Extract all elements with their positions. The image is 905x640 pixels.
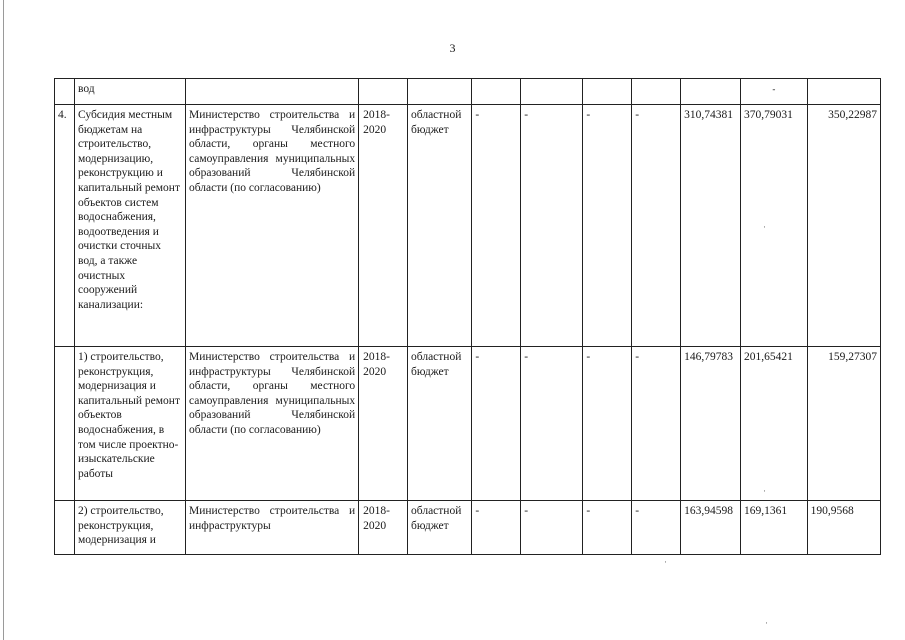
cell-name: 1) строительство, реконструкция, модернизация и капитальный ремонт объектов водоснабжения, в том числе проектно-изыскательские работы [74, 347, 185, 501]
cell-period [359, 79, 408, 105]
page-number: 3 [449, 41, 456, 55]
cell-d2: - [521, 105, 583, 347]
cell-executor: Министерство строительства и инфраструктуры [185, 501, 358, 555]
cell-v1: 163,94598 [681, 501, 741, 555]
cell-v2: 201,65421 [741, 347, 808, 501]
cell-source: областной бюджет [408, 105, 472, 347]
cell-d1: - [472, 347, 521, 501]
cell-executor: Министерство строительства и инфраструктуры Челябинской области, органы местного самоуправления муниципальных образований Челябинской области (по согласованию) [185, 105, 358, 347]
cell-v3 [807, 79, 880, 105]
cell-name: 2) строительство, реконструкция, модернизация и [74, 501, 185, 555]
cell-executor [185, 79, 358, 105]
cell-d3 [583, 79, 632, 105]
scan-speck: · [763, 486, 766, 496]
table-row [55, 105, 881, 347]
cell-d1 [472, 79, 521, 105]
cell-d4 [632, 79, 681, 105]
cell-period: 2018-2020 [359, 347, 408, 501]
cell-v2: 169,1361 [741, 501, 808, 555]
continuation-row [55, 79, 881, 105]
cell-v3: 159,27307 [807, 347, 880, 501]
cell-name: вод [74, 79, 185, 105]
cell-period: 2018-2020 [359, 501, 408, 555]
cell-d3: - [583, 105, 632, 347]
table-row [55, 501, 881, 555]
cell-v1: 310,74381 [681, 105, 741, 347]
cell-d1: - [472, 105, 521, 347]
cell-num: 4. [55, 105, 75, 347]
cell-d4: - [632, 105, 681, 347]
cell-num [55, 79, 75, 105]
cell-source: областной бюджет [408, 347, 472, 501]
budget-table [54, 78, 881, 555]
cell-d1: - [472, 501, 521, 555]
cell-v1: 146,79783 [681, 347, 741, 501]
cell-v2 [741, 79, 808, 105]
cell-source: областной бюджет [408, 501, 472, 555]
cell-num [55, 501, 75, 555]
scan-speck: · [765, 618, 768, 628]
cell-period: 2018-2020 [359, 105, 408, 347]
cell-d2: - [521, 347, 583, 501]
cell-v3: 190,9568 [807, 501, 880, 555]
cell-v2: 370,79031 [741, 105, 808, 347]
cell-v3: 350,22987 [807, 105, 880, 347]
cell-d4: - [632, 501, 681, 555]
cell-executor: Министерство строительства и инфраструктуры Челябинской области, органы местного самоуправления муниципальных образований Челябинской области (по согласованию) [185, 347, 358, 501]
cell-d4: - [632, 347, 681, 501]
cell-source [408, 79, 472, 105]
cell-d3: - [583, 501, 632, 555]
scan-speck: · [664, 557, 667, 567]
scan-margin-line [3, 0, 4, 640]
cell-name: Субсидия местным бюджетам на строительство, модернизацию, реконструкцию и капитальный ремонт объектов систем водоснабжения, водоотведения и очистки сточных вод, а также очистных сооружений канализации: [74, 105, 185, 347]
cell-d2: - [521, 501, 583, 555]
stray-mark: - [772, 84, 776, 94]
cell-d3: - [583, 347, 632, 501]
cell-v1 [681, 79, 741, 105]
scan-speck: · [763, 222, 766, 232]
table-row [55, 347, 881, 501]
cell-num [55, 347, 75, 501]
cell-d2 [521, 79, 583, 105]
